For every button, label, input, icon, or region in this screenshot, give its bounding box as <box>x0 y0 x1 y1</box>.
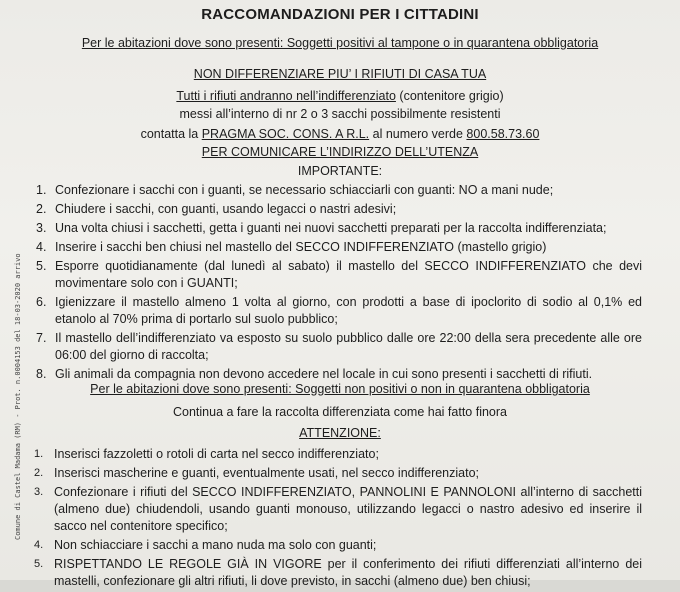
item-number: 4. <box>36 240 47 254</box>
list-item <box>0 220 650 237</box>
list-item <box>0 556 650 590</box>
item-text: Inserire i sacchi ben chiusi nel mastello del SECCO INDIFFERENZIATO (mastello grigio) <box>55 240 547 254</box>
item-text: Inserisci fazzoletti o rotoli di carta nel secco indifferenziato; <box>54 447 379 461</box>
item-text: Chiudere i sacchi, con guanti, usando legacci o nastri adesivi; <box>55 202 397 216</box>
section2-list <box>0 446 650 592</box>
list-item <box>0 239 650 256</box>
communicate-address-line: PER COMUNICARE L’INDIRIZZO DELL’UTENZA <box>201 145 479 159</box>
item-text: Confezionare i sacchi con i guanti, se necessario schiacciarli con guanti: NO a mani nude; <box>55 183 554 197</box>
list-item <box>0 201 650 218</box>
list-item <box>0 366 650 383</box>
list-item <box>0 537 650 554</box>
section1-list <box>0 182 650 385</box>
item-text: RISPETTANDO LE REGOLE GIÀ IN VIGORE per il conferimento dei rifiuti differenziati all’interno dei mastelli, confezionare gli altri rifiuti, li dove previsto, in sacchi (almeno due) ben chiusi; <box>54 557 642 588</box>
important-heading: IMPORTANTE: <box>297 164 383 178</box>
bags-line: messi all’interno di nr 2 o 3 sacchi possibilmente resistenti <box>179 107 501 121</box>
item-number: 5. <box>34 558 44 570</box>
section1-heading: Per le abitazioni dove sono presenti: Soggetti positivi al tampone o in quarantena obbligatoria <box>81 36 599 50</box>
contact-pre: contatta la <box>140 127 202 141</box>
item-text: Inserisci mascherine e guanti, eventualmente usati, nel secco indifferenziato; <box>54 466 480 480</box>
item-text: Igienizzare il mastello almeno 1 volta al giorno, con prodotti a base di ipoclorito di sodio al 0,1% ed etanolo al 70% prima di portarlo sul suolo pubblico; <box>55 295 642 326</box>
item-number: 3. <box>36 221 47 235</box>
page-title: RACCOMANDAZIONI PER I CITTADINI <box>201 6 479 23</box>
all-waste-line <box>0 89 680 103</box>
item-number: 2. <box>36 202 47 216</box>
no-differentiate-heading: NON DIFFERENZIARE PIU’ I RIFIUTI DI CASA TUA <box>193 67 487 81</box>
contact-line <box>0 127 680 141</box>
contact-mid: al numero verde <box>369 127 467 141</box>
list-item <box>0 446 650 463</box>
item-number: 1. <box>34 448 44 460</box>
item-number: 3. <box>34 486 44 498</box>
item-number: 4. <box>34 539 44 551</box>
list-item <box>0 484 650 535</box>
item-text: Gli animali da compagnia non devono accedere nel locale in cui sono presenti i sacchetti di rifiuti. <box>55 367 593 381</box>
contact-phone: 800.58.73.60 <box>466 127 540 141</box>
list-item <box>0 258 650 292</box>
item-number: 8. <box>36 367 47 381</box>
attention-heading: ATTENZIONE: <box>299 426 381 440</box>
list-item <box>0 465 650 482</box>
item-number: 6. <box>36 295 47 309</box>
item-text: Il mastello dell’indifferenziato va esposto su suolo pubblico dalle ore 22:00 della sera precedente alle ore 06:00 del giorno di raccolta; <box>55 331 642 362</box>
all-waste-bold: Tutti i rifiuti andranno nell’indifferenziato <box>176 89 396 103</box>
item-number: 2. <box>34 467 44 479</box>
item-text: Confezionare i rifiuti del SECCO INDIFFERENZIATO, PANNOLINI E PANNOLONI all’interno di sacchetti (almeno due) chiudendoli, usando guanti monouso, utilizzando legacci o nastro adesivo ed inserire il sacco nel contenitore specifico; <box>54 485 642 533</box>
list-item <box>0 330 650 364</box>
list-item <box>0 294 650 328</box>
section2-heading: Per le abitazioni dove sono presenti: Soggetti non positivi o non in quarantena obbligatoria <box>90 382 590 396</box>
item-number: 5. <box>36 259 47 273</box>
contact-company: PRAGMA SOC. CONS. A R.L. <box>201 127 370 141</box>
item-text: Una volta chiusi i sacchetti, getta i guanti nei nuovi sacchetti preparati per la raccolta indifferenziata; <box>55 221 607 235</box>
protocol-stamp: Comune di Castel Madama (RM) - Prot. n.0004153 del 18-03-2020 arrivo <box>14 253 22 540</box>
continue-line: Continua a fare la raccolta differenziata come hai fatto finora <box>173 405 507 419</box>
item-text: Non schiacciare i sacchi a mano nuda ma solo con guanti; <box>54 538 377 552</box>
item-number: 1. <box>36 183 47 197</box>
item-text: Esporre quotidianamente (dal lunedì al sabato) il mastello del SECCO INDIFFERENZIATO che devi movimentare solo con i GUANTI; <box>55 259 642 290</box>
list-item <box>0 182 650 199</box>
item-number: 7. <box>36 331 47 345</box>
all-waste-rest: (contenitore grigio) <box>395 89 504 103</box>
